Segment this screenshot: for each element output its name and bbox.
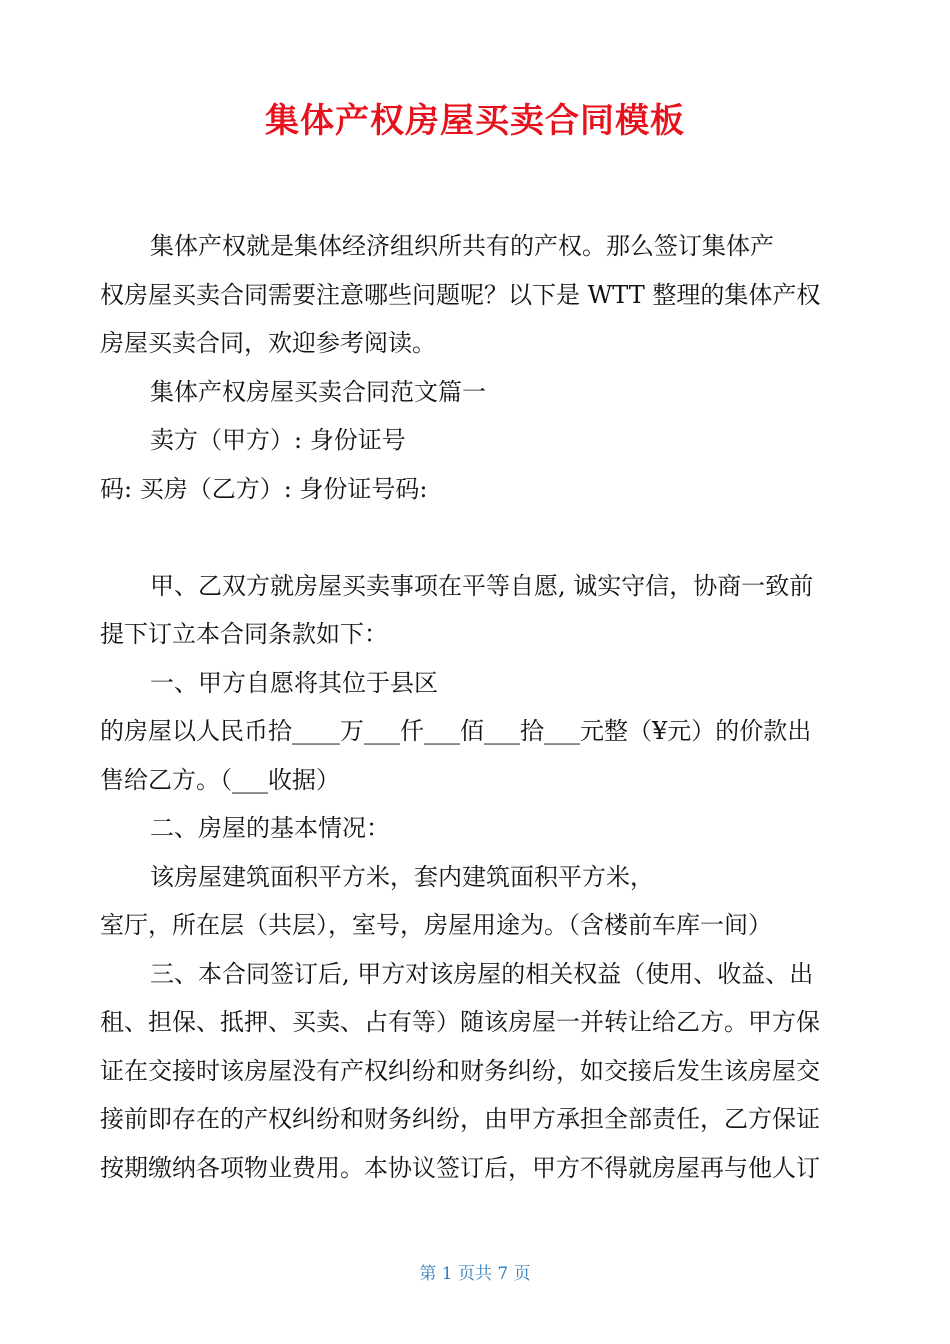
paragraph-line: 房屋买卖合同，欢迎参考阅读。	[100, 329, 436, 357]
paragraph-line: 一、甲方自愿将其位于县区	[150, 668, 438, 697]
page-footer: 第 1 页共 7 页	[419, 1264, 531, 1284]
document-body	[100, 222, 860, 1192]
paragraph-line: 该房屋建筑面积平方米，套内建筑面积平方米，	[150, 862, 654, 891]
paragraph-line: 集体产权房屋买卖合同范文篇一	[150, 377, 486, 406]
paragraph-line	[100, 513, 860, 562]
paragraph-line: 甲、乙双方就房屋买卖事项在平等自愿, 诚实守信，协商一致前	[150, 571, 814, 600]
paragraph-line: 三、本合同签订后, 甲方对该房屋的相关权益（使用、收益、出	[150, 959, 814, 988]
paragraph-line: 售给乙方。（___收据）	[100, 765, 340, 794]
paragraph-line: 卖方（甲方）: 身份证号	[150, 426, 406, 454]
paragraph-line: 室厅，所在层（共层），室号，房屋用途为。（含楼前车库一间）	[100, 911, 772, 939]
paragraph-line: 接前即存在的产权纠纷和财务纠纷，由甲方承担全部责任，乙方保证	[100, 1105, 820, 1133]
document-title: 集体产权房屋买卖合同模板	[265, 101, 685, 141]
paragraph-line: 租、担保、抵押、买卖、占有等）随该房屋一并转让给乙方。甲方保	[100, 1008, 820, 1036]
paragraph-line: 证在交接时该房屋没有产权纠纷和财务纠纷，如交接后发生该房屋交	[100, 1056, 820, 1085]
paragraph-line: 码: 买房（乙方）: 身份证号码:	[100, 474, 428, 503]
paragraph-line: 提下订立本合同条款如下：	[100, 620, 388, 648]
paragraph-line: 权房屋买卖合同需要注意哪些问题呢？以下是 WTT 整理的集体产权	[100, 280, 821, 309]
paragraph-line: 集体产权就是集体经济组织所共有的产权。那么签订集体产	[150, 232, 774, 260]
paragraph-line: 的房屋以人民币拾____万___仟___佰___拾___元整（¥元）的价款出	[100, 717, 812, 745]
paragraph-line: 按期缴纳各项物业费用。本协议签订后，甲方不得就房屋再与他人订	[100, 1153, 820, 1182]
paragraph-line: 二、房屋的基本情况：	[150, 814, 390, 842]
